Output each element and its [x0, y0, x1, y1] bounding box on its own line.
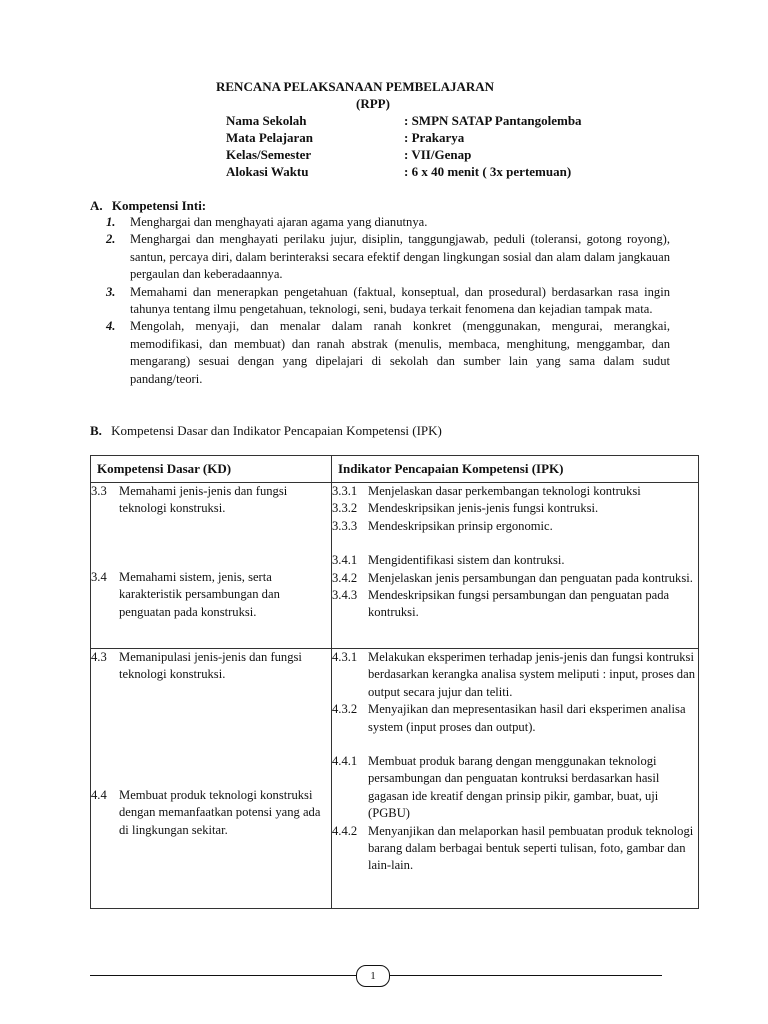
kd-entry-4-3 [91, 649, 329, 684]
ki-item-3 [100, 284, 670, 319]
ipk-text: Mendeskripsikan prinsip ergonomic. [368, 518, 553, 533]
meta-value-class: : VII/Genap [404, 147, 472, 162]
ipk-text: Mendeskripsikan fungsi persambungan dan penguatan pada kontruksi. [368, 588, 670, 620]
ipk-text: Membuat produk barang dengan menggunakan teknologi persambungan dan penguatan kontruksi berdasarkan hasil gagasan ide kreatif dengan prinsip pikir, gambar, buat, uji (PGBU) [368, 754, 660, 821]
ipk-number: 3.3.2 [332, 501, 358, 516]
ipk-entry-3-3-1 [332, 483, 698, 500]
ipk-text: Menyanjikan dan melaporkan hasil pembuatan produk teknologi barang dalam berbagai bentuk seperti tulisan, foto, gambar dan lain-lain. [368, 823, 694, 873]
section-b-marker: B. [90, 423, 102, 438]
ki-item-4 [100, 318, 670, 388]
ki-text: Menghargai dan menghayati ajaran agama yang dianutnya. [130, 215, 428, 229]
kd-entry-3-3 [91, 483, 329, 518]
ki-text: Memahami dan menerapkan pengetahuan (faktual, konseptual, dan prosedural) berdasarkan rasa ingin tahunya tentang ilmu pengetahuan, teknologi, seni, budaya terkait fenomena dan kejadian tampak mata. [130, 284, 670, 317]
footer-rule-left [90, 975, 358, 976]
kd-number: 3.3 [91, 484, 107, 498]
ipk-text: Menjelaskan dasar perkembangan teknologi kontruksi [368, 484, 641, 498]
ipk-text: Menjelaskan jenis persambungan dan penguatan pada kontruksi. [368, 570, 693, 585]
meta-label-school: Nama Sekolah [226, 113, 307, 128]
table-row [91, 483, 699, 649]
kd-text: Memahami jenis-jenis dan fungsi teknologi konstruksi. [119, 484, 288, 516]
ipk-cell [332, 483, 699, 649]
kd-number: 4.3 [91, 650, 107, 664]
section-a-title: Kompetensi Inti: [111, 198, 207, 213]
footer-rule-right [388, 975, 662, 976]
ipk-text: Mendeskripsikan jenis-jenis fungsi kontruksi. [368, 501, 599, 516]
section-b-title: Kompetensi Dasar dan Indikator Pencapaian Kompetensi (IPK) [111, 423, 442, 438]
ki-number: 2. [106, 232, 116, 247]
kd-entry-3-4 [91, 569, 329, 621]
ipk-entry-3-3-3 [332, 518, 698, 535]
kd-entry-4-4 [91, 787, 329, 839]
table-header-ipk: Indikator Pencapaian Kompetensi (IPK) [332, 456, 699, 483]
kd-ipk-table [90, 455, 699, 909]
table-row [91, 649, 699, 909]
meta-label-subject: Mata Pelajaran [226, 130, 314, 145]
table-header-kd: Kompetensi Dasar (KD) [91, 456, 332, 483]
kd-number: 4.4 [91, 788, 107, 802]
ipk-entry-3-4-2 [332, 570, 698, 587]
kompetensi-inti-list [100, 214, 670, 388]
ipk-number: 3.3.3 [332, 518, 358, 533]
meta-value-school: : SMPN SATAP Pantangolemba [404, 113, 582, 128]
page-number-badge [356, 965, 390, 987]
ipk-number: 4.3.1 [332, 650, 358, 664]
ipk-entry-4-4-2 [332, 823, 698, 875]
meta-value-time: : 6 x 40 menit ( 3x pertemuan) [404, 164, 572, 179]
ipk-number: 4.3.2 [332, 702, 358, 717]
ipk-entry-4-3-2 [332, 701, 698, 736]
meta-label-time: Alokasi Waktu [226, 164, 309, 179]
kd-cell [91, 649, 332, 909]
page-number: 1 [370, 970, 376, 982]
ipk-cell [332, 649, 699, 909]
table-header-row [91, 456, 699, 483]
ipk-number: 3.4.2 [332, 570, 358, 585]
section-b-heading [90, 422, 442, 439]
ipk-entry-4-3-1 [332, 649, 698, 701]
ipk-number: 3.3.1 [332, 484, 358, 498]
meta-value-subject: : Prakarya [404, 130, 465, 145]
ipk-number: 4.4.1 [332, 754, 358, 769]
ipk-text: Menyajikan dan mepresentasikan hasil dari eksperimen analisa system (input proses dan output). [368, 702, 686, 734]
ki-text: Menghargai dan menghayati perilaku jujur, disiplin, tanggungjawab, peduli (toleransi, gotong royong), santun, percaya diri, dalam berinteraksi secara efektif dengan lingkungan sosial dan alam dalam jangkauan pergaulan dan keberadaannya. [130, 232, 670, 282]
ipk-text: Melakukan eksperimen terhadap jenis-jenis dan fungsi kontruksi berdasarkan kerangka analisa system meliputi : input, proses dan output secara jujur dan teliti. [368, 650, 695, 699]
section-a-marker: A. [90, 198, 103, 213]
kd-text: Memanipulasi jenis-jenis dan fungsi teknologi konstruksi. [119, 650, 302, 682]
ipk-entry-4-4-1 [332, 753, 698, 823]
ipk-text: Mengidentifikasi sistem dan kontruksi. [368, 553, 565, 568]
ipk-entry-3-3-2 [332, 500, 698, 517]
ipk-number: 3.4.3 [332, 588, 358, 603]
document-subtitle: (RPP) [356, 96, 390, 111]
kd-cell [91, 483, 332, 649]
ipk-entry-3-4-1 [332, 552, 698, 569]
meta-label-class: Kelas/Semester [226, 147, 312, 162]
ki-item-2 [100, 231, 670, 283]
ipk-number: 4.4.2 [332, 823, 358, 838]
ki-number: 3. [106, 284, 116, 299]
section-a-heading [90, 197, 206, 214]
ipk-entry-3-4-3 [332, 587, 698, 622]
ki-number: 1. [106, 215, 116, 229]
kd-text: Memahami sistem, jenis, serta karakteristik persambungan dan penguatan pada konstruksi. [119, 570, 280, 619]
kd-text: Membuat produk teknologi konstruksi dengan memanfaatkan potensi yang ada di lingkungan sekitar. [119, 788, 321, 837]
kd-number: 3.4 [91, 570, 107, 584]
ki-number: 4. [106, 319, 116, 334]
ipk-number: 3.4.1 [332, 553, 358, 568]
ki-item-1 [100, 214, 670, 231]
document-title: RENCANA PELAKSANAAN PEMBELAJARAN [216, 79, 495, 94]
ki-text: Mengolah, menyaji, dan menalar dalam ranah konkret (menggunakan, mengurai, merangkai, memodifikasi, dan membuat) dan ranah abstrak (menulis, membaca, menghitung, menggambar, dan mengarang) sesuai dengan yang dipelajari di sekolah dan sumber lain yang sama dalam sudut pandang/teori. [130, 319, 670, 386]
